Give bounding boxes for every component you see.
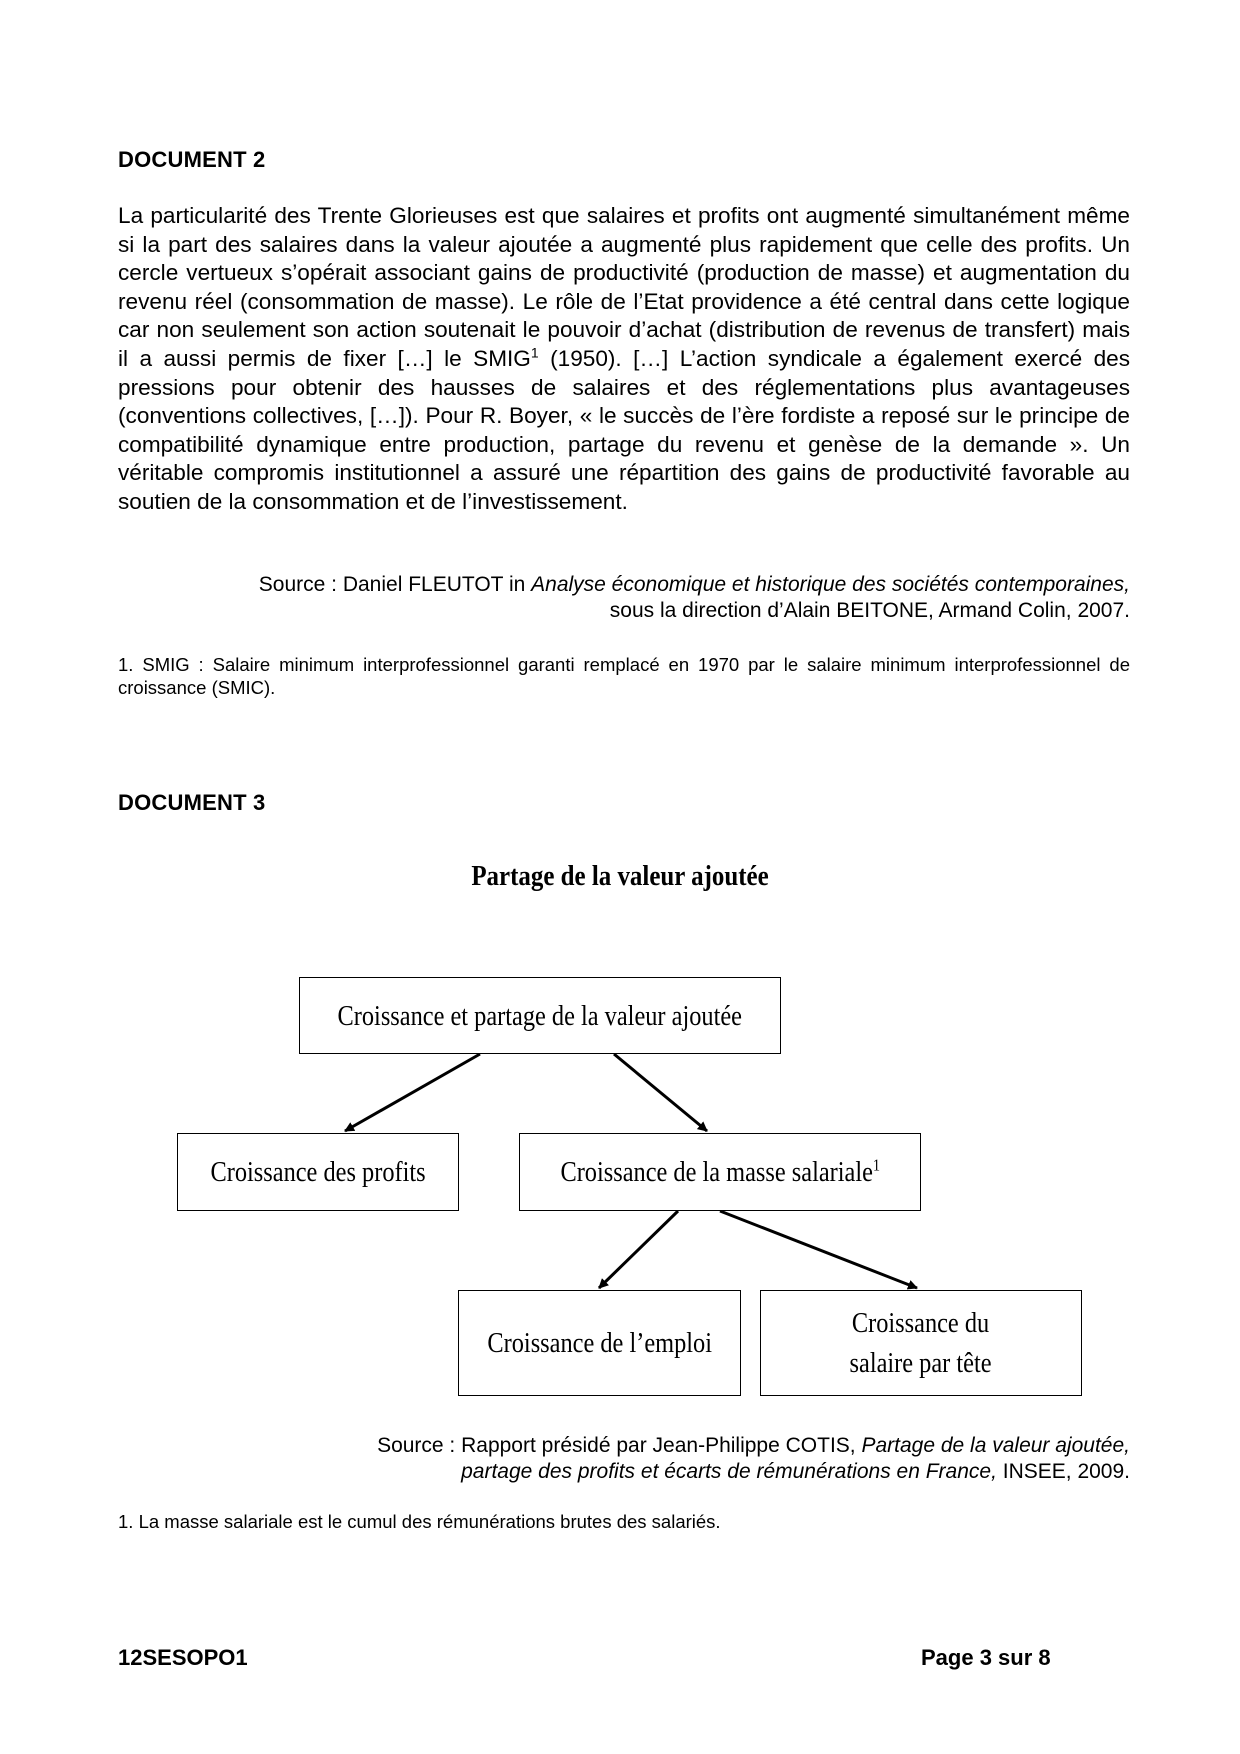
source-line-1 (230, 1433, 1130, 1459)
document-3-heading: DOCUMENT 3 (118, 790, 266, 815)
source-suffix: INSEE, 2009. (996, 1460, 1130, 1483)
arrow-to-emploi (599, 1211, 678, 1288)
box-croissance-profits (177, 1133, 459, 1211)
box-croissance-partage (299, 977, 781, 1054)
document-3-footnote: 1. La masse salariale est le cumul des rémunérations brutes des salariés. (118, 1511, 721, 1532)
footnote-ref-1: 1 (530, 344, 539, 361)
footer-page-number: Page 3 sur 8 (921, 1645, 1051, 1670)
box-croissance-salaire (760, 1290, 1082, 1396)
box-croissance-masse-salariale (519, 1133, 921, 1211)
box-salaire-wrapper (850, 1303, 992, 1383)
source-title: Analyse économique et historique des sociétés contemporaines, (531, 573, 1130, 596)
source-line-2: sous la direction d’Alain BEITONE, Armand Colin, 2007. (609, 599, 1130, 622)
paragraph-text-part1: La particularité des Trente Glorieuses est que salaires et profits ont augmenté simultanément même si la part des salaires dans la valeur ajoutée a augmenté plus rapidement que celle des profits. Un cercle vertueux s’opérait associant gains de productivité (production de masse) et augmentation du revenu réel (consommation de masse). Le rôle de l’Etat providence a été central dans cette logique car non seulement son action soutenait le pouvoir d’achat (distribution de revenus de transfert) mais il a aussi permis de fixer […] le SMIG (118, 203, 1130, 371)
document-2-footnote: 1. SMIG : Salaire minimum interprofessionnel garanti remplacé en 1970 par le salaire minimum interprofessionnel de croissance (SMIC). (118, 654, 1130, 698)
box-croissance-partage-label: Croissance et partage de la valeur ajoutée (337, 999, 743, 1032)
box-masse-footnote-ref: 1 (872, 1155, 880, 1175)
paragraph-text-part2: (1950). […] L’action syndicale a également exercé des pressions pour obtenir des hausses de salaires et des réglementations plus avantageuses (conventions collectives, […]). Pour R. Boyer, « le succès de l’ère fordiste a reposé sur le principe de compatibilité dynamique entre production, partage du revenu et genèse de la demande ». Un véritable compromis institutionnel a assuré une répartition des gains de productivité favorable au soutien de la consommation et de l’investissement. (118, 345, 1131, 514)
source-prefix: Source : Daniel FLEUTOT in (258, 573, 532, 596)
box-croissance-emploi (458, 1290, 741, 1396)
footer-exam-code: 12SESOPO1 (118, 1645, 248, 1670)
source-line-2 (230, 1459, 1130, 1485)
arrow-to-salaire (720, 1211, 917, 1288)
box-croissance-profits-label: Croissance des profits (210, 1156, 426, 1188)
box-salaire-line-1: Croissance du (852, 1307, 990, 1339)
box-masse-wrapper (560, 1152, 880, 1192)
arrow-to-masse (614, 1054, 707, 1131)
diagram-title: Partage de la valeur ajoutée (471, 860, 769, 892)
box-salaire-line-2: salaire par tête (849, 1347, 993, 1379)
document-3-source (230, 1433, 1130, 1485)
source-prefix: Source : Rapport présidé par Jean-Philippe COTIS, (377, 1434, 862, 1457)
source-title-part2: partage des profits et écarts de rémunérations en France, (461, 1460, 997, 1483)
source-title-part1: Partage de la valeur ajoutée, (861, 1434, 1130, 1457)
box-croissance-emploi-label: Croissance de l’emploi (487, 1327, 712, 1359)
box-masse-label: Croissance de la masse salariale (560, 1156, 873, 1188)
document-2-heading: DOCUMENT 2 (118, 147, 266, 172)
arrow-to-profits (345, 1054, 480, 1131)
